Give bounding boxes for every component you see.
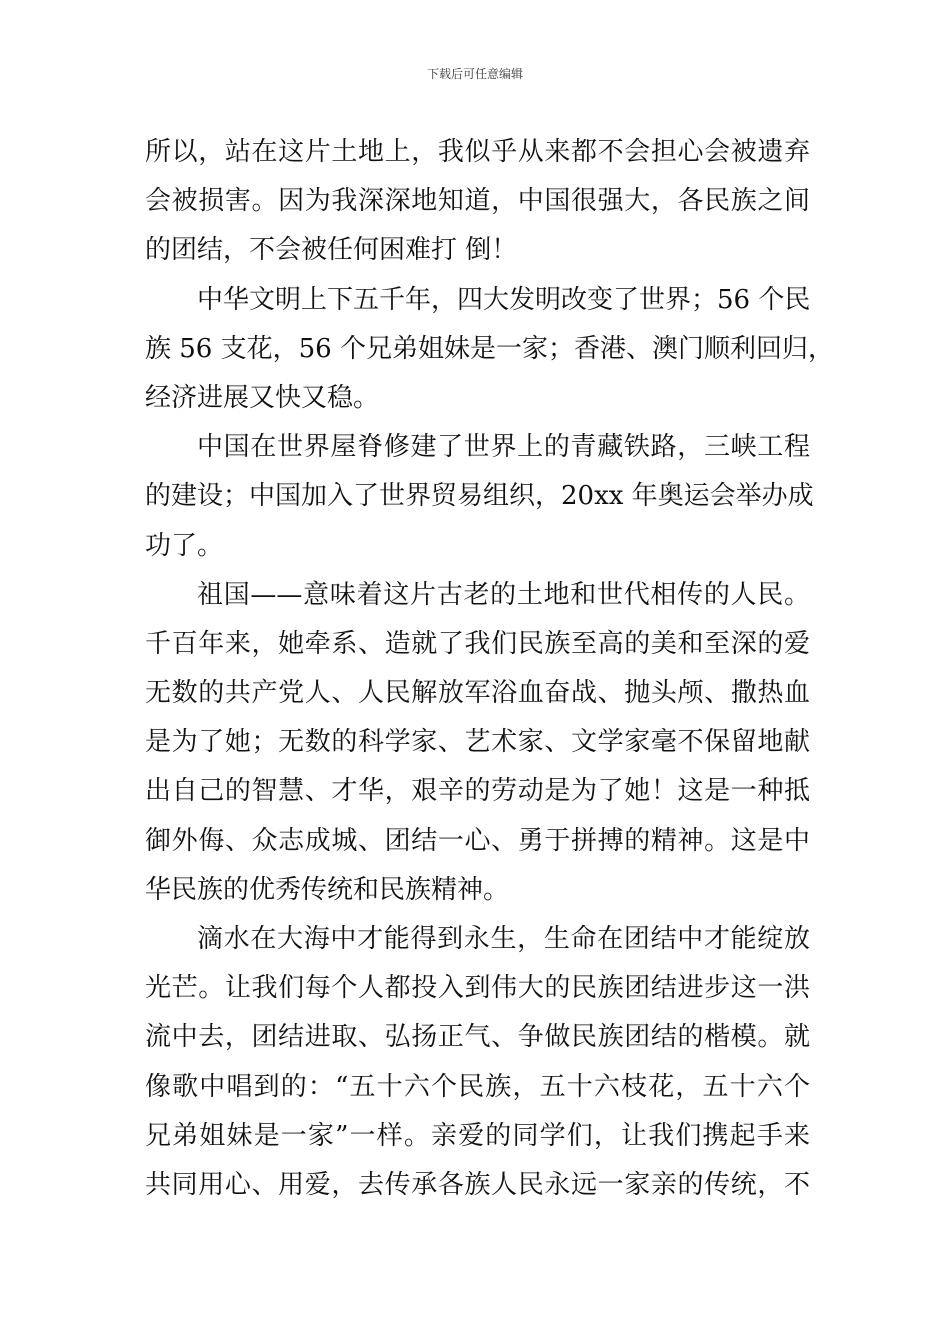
- document-body: [145, 128, 834, 1210]
- text-line: 中国在世界屋脊修建了世界上的青藏铁路，三峡工程: [197, 432, 810, 463]
- page-header: 下载后可任意编辑: [426, 67, 523, 81]
- text-line: 御外侮、众志成城、团结一心、勇于拼搏的精神。这是中: [145, 825, 810, 856]
- text-line: 华民族的优秀传统和民族精神。: [145, 874, 510, 905]
- text-line: 的团结，不会被任何困难打 倒！: [145, 235, 518, 266]
- text-line: 像歌中唱到的：“五十六个民族，五十六枝花，五十六个: [145, 1071, 810, 1102]
- text-line: 中华文明上下五千年，四大发明改变了世界；56 个民: [197, 284, 811, 315]
- text-line: 会被损害。因为我深深地知道，中国很强大，各民族之间: [145, 186, 810, 217]
- text-line: 所以，站在这片土地上，我似乎从来都不会担心会被遗弃: [145, 137, 810, 167]
- text-line: 千百年来，她牵系、造就了我们民族至高的美和至深的爱: [145, 628, 810, 659]
- text-line: 的建设；中国加入了世界贸易组织，20xx 年奥运会举办成: [145, 481, 814, 512]
- text-line: 无数的共产党人、人民解放军浴血奋战、抛头颅、撒热血: [145, 678, 810, 709]
- text-line: 滴水在大海中才能得到永生，生命在团结中才能绽放: [197, 924, 810, 954]
- text-line: 流中去，团结进取、弘扬正气、争做民族团结的楷模。就: [145, 1022, 810, 1053]
- text-line: 兄弟姐妹是一家”一样。亲爱的同学们，让我们携起手来: [145, 1120, 810, 1151]
- text-line: 族 56 支花，56 个兄弟姐妹是一家；香港、澳门顺利回归，: [145, 333, 834, 364]
- text-line: 祖国——意味着这片古老的土地和世代相传的人民。: [197, 579, 810, 610]
- text-line: 共同用心、用爱，去传承各族人民永远一家亲的传统，不: [145, 1169, 810, 1200]
- text-line: 出自己的智慧、才华，艰辛的劳动是为了她！这是一种抵: [145, 776, 810, 807]
- text-line: 经济进展又快又稳。: [145, 382, 380, 413]
- text-line: 功了。: [145, 530, 224, 561]
- text-line: 光芒。让我们每个人都投入到伟大的民族团结进步这一洪: [145, 973, 810, 1004]
- text-line: 是为了她；无数的科学家、艺术家、文学家毫不保留地献: [145, 727, 810, 758]
